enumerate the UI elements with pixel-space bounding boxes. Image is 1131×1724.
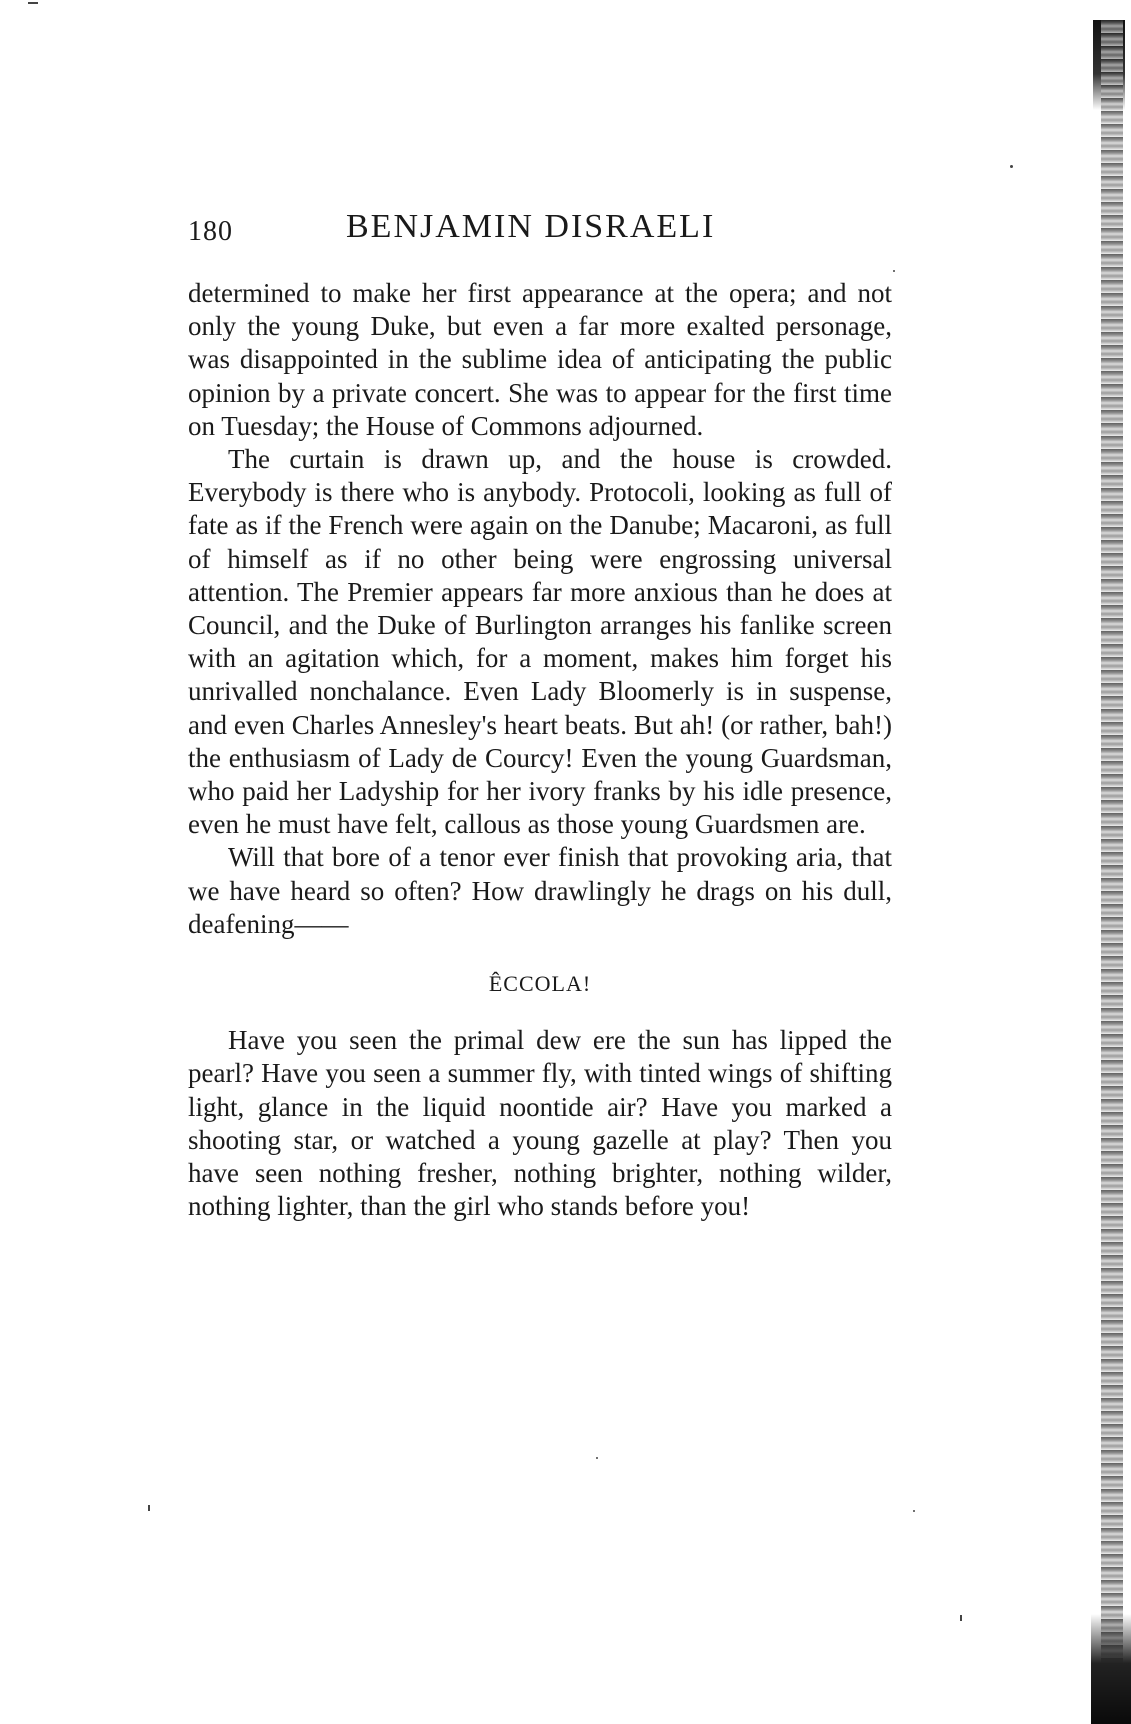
scan-speck [960,1615,962,1621]
page-number: 180 [188,216,233,247]
section-heading: ÊCCOLA! [488,971,592,997]
paragraph: Will that bore of a tenor ever finish that provoking aria, that we have heard so often? How drawlingly he drags on his dull, deafening—— [188,842,892,939]
scan-speck [596,1457,598,1459]
paragraph: determined to make her first appearance at the opera; and not only the young Duke, but even a far more exalted personage, was disappointed in the sublime idea of anticipating the public opinion by a private concert. She was to appear for the first time on Tuesday; the House of Commons adjourned. [188,278,892,441]
paragraph: Have you seen the primal dew ere the sun has lipped the pearl? Have you seen a summer fly, with tinted wings of shifting light, glance in the liquid noontide air? Have you marked a shooting star, or watched a young gazelle at play? Then you have seen nothing fresher, nothing brighter, nothing wilder, nothing lighter, than the girl who stands before you! [188,1025,892,1222]
page-binding-edge [1071,0,1131,1724]
binding-shadow-strip [1101,20,1123,1720]
running-head [0,208,1131,248]
scan-speck [913,1510,915,1512]
paragraph: The curtain is drawn up, and the house is crowded. Everybody is there who is anybody. Protocoli, looking as full of fate as if the French were again on the Danube; Macaroni, as full of himself as if no other being were engrossing universal attention. The Premier appears far more anxious than he does at Council, and the Duke of Burlington arranges his fanlike screen with an agitation which, for a moment, makes him forget his unrivalled nonchalance. Even Lady Bloomerly is in suspense, and even Charles Annesley's heart beats. But ah! (or rather, bah!) the enthusiasm of Lady de Courcy! Even the young Guardsman, who paid her Ladyship for her ivory franks by his idle presence, even he must have felt, callous as those young Guardsmen are. [188,444,892,840]
binding-shadow-bottom [1091,1614,1131,1724]
scan-speck [893,270,895,272]
scan-speck [28,2,38,4]
scan-speck [1010,165,1013,168]
scan-speck [148,1505,150,1511]
body-text [188,277,892,1223]
running-title: BENJAMIN DISRAELI [346,208,716,245]
